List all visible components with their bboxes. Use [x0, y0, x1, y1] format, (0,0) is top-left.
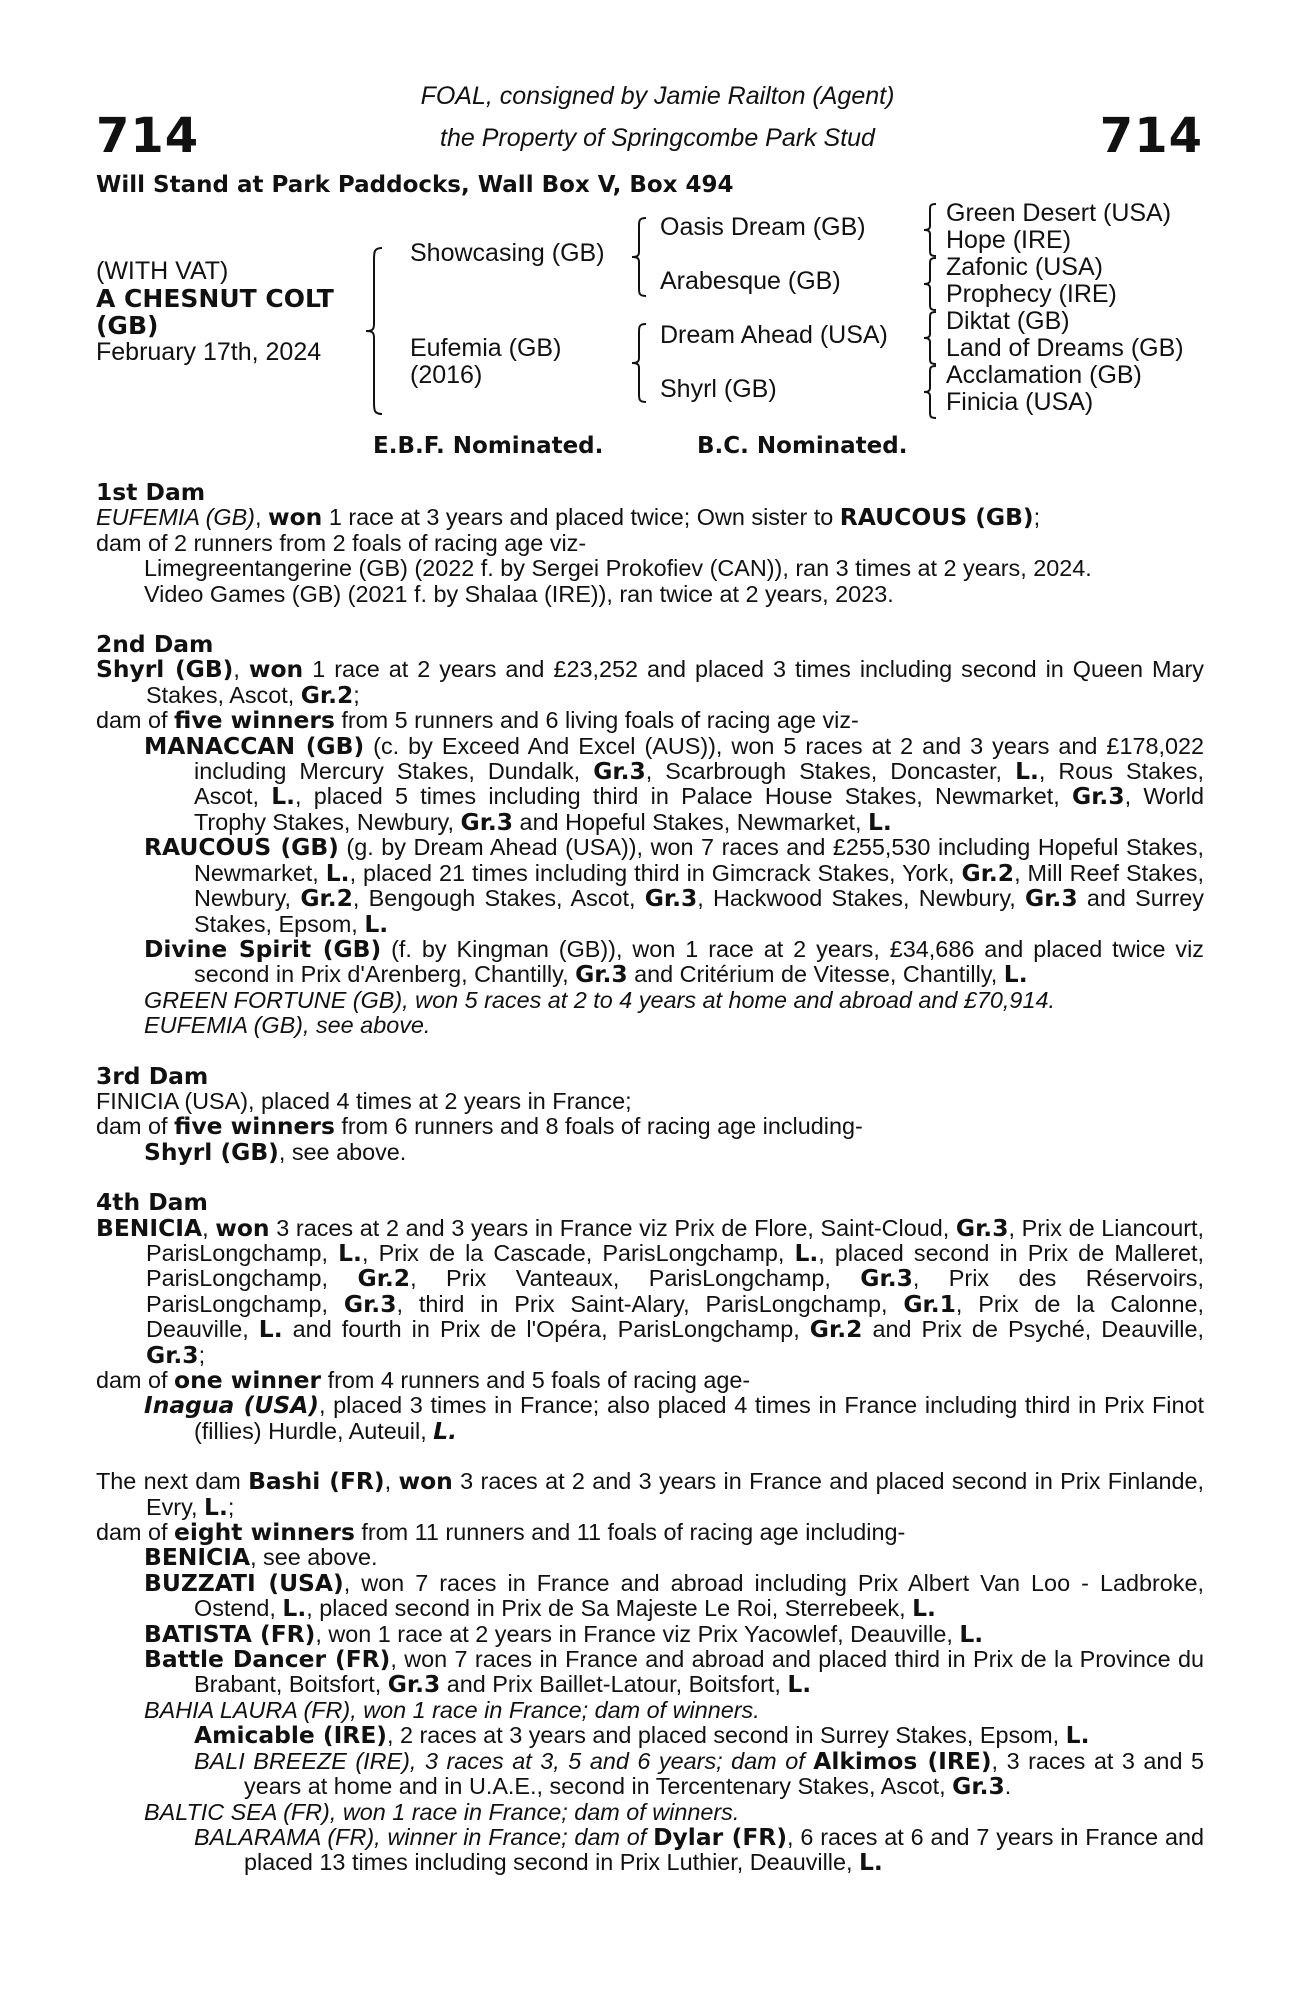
brace-gg-3: [922, 310, 940, 366]
produce-item: BAHIA LAURA (FR), won 1 race in France; dam of winners.: [144, 1696, 760, 1723]
first-dam-name: EUFEMIA (GB): [96, 504, 255, 531]
third-dam-produce: dam of five winners from 6 runners and 8 foals of racing age including-: [96, 1112, 863, 1141]
property-line: the Property of Springcombe Park Stud: [440, 124, 875, 152]
sire-dam: Arabesque (GB): [660, 267, 841, 295]
produce-item: BUZZATI (USA), won 7 races in France and abroad including Prix Albert Van Loo - Ladbroke, Ostend, L., placed second in Prix de Sa Majeste Le Roi, Sterrebeek, L.: [144, 1568, 1204, 1623]
foaling-date: February 17th, 2024: [96, 338, 322, 366]
granddam-2: Prophecy (IRE): [946, 280, 1117, 308]
stand-location: Will Stand at Park Paddocks, Wall Box V, Box 494: [96, 172, 734, 198]
produce-item: Battle Dancer (FR), won 7 races in France and abroad and placed third in Prix de la Province du Brabant, Boitsfort, Gr.3 and Prix Baillet-Latour, Boitsfort, L.: [144, 1645, 1204, 1699]
dam-foaled: (2016): [410, 361, 483, 389]
sire-sire: Oasis Dream (GB): [660, 213, 866, 241]
fourth-dam-record: BENICIA, won 3 races at 2 and 3 years in France viz Prix de Flore, Saint-Cloud, Gr.3, Prix de Liancourt, ParisLongchamp, L., Prix de la Cascade, ParisLongchamp, L., placed second in Prix de Malleret, ParisLongchamp, Gr.2, Prix Vanteaux, ParisLongchamp, Gr.3, Prix des Réservoirs, ParisLongchamp, Gr.3, third in Prix Saint-Alary, ParisLongchamp, Gr.1, Prix de la Calonne, Deauville, L. and fourth in Prix de l'Opéra, ParisLongchamp, Gr.2 and Prix de Psyché, Deauville, Gr.3;: [96, 1213, 1205, 1369]
catalogue-body: [96, 480, 1204, 1876]
second-dam-produce: dam of five winners from 5 runners and 6 living foals of racing age viz-: [96, 706, 859, 735]
dam-sire: Dream Ahead (USA): [660, 321, 888, 349]
fourth-dam-heading: 4th Dam: [96, 1188, 208, 1217]
consignor-line: FOAL, consigned by Jamie Railton (Agent): [420, 82, 895, 110]
lot-number-right: 714: [1099, 108, 1203, 164]
grandsire-1: Green Desert (USA): [946, 199, 1172, 227]
produce-item: BALI BREEZE (IRE), 3 races at 3, 5 and 6 years; dam of Alkimos (IRE), 3 races at 3 and 5 years at home and in U.A.E., second in Tercentenary Stakes, Ascot, Gr.3.: [194, 1746, 1204, 1801]
first-dam-produce: dam of 2 runners from 2 foals of racing age viz-: [96, 529, 587, 556]
third-dam-heading: 3rd Dam: [96, 1061, 209, 1090]
first-dam-heading: 1st Dam: [96, 478, 206, 506]
produce-item: GREEN FORTUNE (GB), won 5 races at 2 to 4 years at home and abroad and £70,914.: [144, 986, 1055, 1013]
third-dam-record: FINICIA (USA), placed 4 times at 2 years in France;: [96, 1087, 632, 1114]
granddam-3: Land of Dreams (GB): [946, 334, 1184, 362]
granddam-4: Finicia (USA): [946, 388, 1094, 416]
produce-item: Video Games (GB) (2021 f. by Shalaa (IRE)), ran twice at 2 years, 2023.: [144, 580, 894, 607]
grandsire-2: Zafonic (USA): [946, 253, 1103, 281]
lot-number-left: 714: [96, 108, 200, 164]
bc-nominated: B.C. Nominated.: [697, 433, 908, 459]
dam: Eufemia (GB): [410, 334, 562, 362]
produce-item: Limegreentangerine (GB) (2022 f. by Sergei Prokofiev (CAN)), ran 3 times at 2 years, 2024.: [144, 555, 1092, 582]
brace-sire-side: [630, 216, 650, 298]
produce-item: BATISTA (FR), won 1 race at 2 years in France viz Prix Yacowlef, Deauville, L.: [144, 1619, 984, 1648]
next-dam-produce: dam of eight winners from 11 runners and 11 foals of racing age including-: [96, 1518, 906, 1547]
produce-item: BALTIC SEA (FR), won 1 race in France; dam of winners.: [144, 1798, 740, 1825]
second-dam-heading: 2nd Dam: [96, 630, 214, 659]
brace-generation-1: [364, 246, 386, 416]
produce-item: RAUCOUS (GB) (g. by Dream Ahead (USA)), won 7 races and £255,530 including Hopeful Stakes, Newmarket, L., placed 21 times including third in Gimcrack Stakes, York, Gr.2, Mill Reef Stakes, Newbury, Gr.2, Bengough Stakes, Ascot, Gr.3, Hackwood Stakes, Newbury, Gr.3 and Surrey Stakes, Epsom, L.: [144, 833, 1205, 938]
brace-gg-2: [922, 256, 940, 312]
ebf-nominated: E.B.F. Nominated.: [373, 433, 604, 459]
first-dam-record: EUFEMIA (GB), won 1 race at 3 years and placed twice; Own sister to RAUCOUS (GB);: [96, 503, 1041, 532]
horse-origin: (GB): [96, 311, 159, 340]
granddam-1: Hope (IRE): [946, 226, 1072, 254]
produce-item: Inagua (USA), placed 3 times in France; also placed 4 times in France including third in Prix Finot (fillies) Hurdle, Auteuil, L.: [144, 1391, 1204, 1445]
produce-item: Shyrl (GB), see above.: [144, 1137, 407, 1166]
fourth-dam-produce: dam of one winner from 4 runners and 5 foals of racing age-: [96, 1366, 751, 1394]
produce-item: BALARAMA (FR), winner in France; dam of Dylar (FR), 6 races at 6 and 7 years in France and placed 13 times including second in Prix Luthier, Deauville, L.: [194, 1822, 1204, 1877]
second-dam-record: Shyrl (GB), won 1 race at 2 years and £23,252 and placed 3 times including second in Queen Mary Stakes, Ascot, Gr.2;: [96, 655, 1204, 709]
sire: Showcasing (GB): [410, 239, 605, 267]
horse-description: A CHESNUT COLT: [96, 284, 334, 313]
produce-item: Amicable (IRE), 2 races at 3 years and placed second in Surrey Stakes, Epsom, L.: [194, 1721, 1090, 1750]
brace-gg-1: [922, 202, 940, 258]
produce-item: BENICIA, see above.: [144, 1543, 378, 1572]
brace-dam-side: [630, 322, 650, 404]
grandsire-3: Diktat (GB): [946, 307, 1070, 335]
brace-gg-4: [922, 364, 940, 420]
dam-dam: Shyrl (GB): [660, 375, 777, 403]
grandsire-4: Acclamation (GB): [946, 361, 1142, 389]
vat-note: (WITH VAT): [96, 257, 229, 285]
produce-item: Divine Spirit (GB) (f. by Kingman (GB)), won 1 race at 2 years, £34,686 and placed twice viz second in Prix d'Arenberg, Chantilly, Gr.3 and Critérium de Vitesse, Chantilly, L.: [144, 934, 1204, 989]
produce-item: MANACCAN (GB) (c. by Exceed And Excel (AUS)), won 5 races at 2 and 3 years and £178,022 including Mercury Stakes, Dundalk, Gr.3, Scarbrough Stakes, Doncaster, L., Rous Stakes, Ascot, L., placed 5 times including third in Palace House Stakes, Newmarket, Gr.3, World Trophy Stakes, Newbury, Gr.3 and Hopeful Stakes, Newmarket, L.: [144, 731, 1204, 836]
next-dam-record: The next dam Bashi (FR), won 3 races at 2 and 3 years in France and placed second in Prix Finlande, Evry, L.;: [96, 1467, 1205, 1521]
produce-item: EUFEMIA (GB), see above.: [144, 1012, 431, 1039]
